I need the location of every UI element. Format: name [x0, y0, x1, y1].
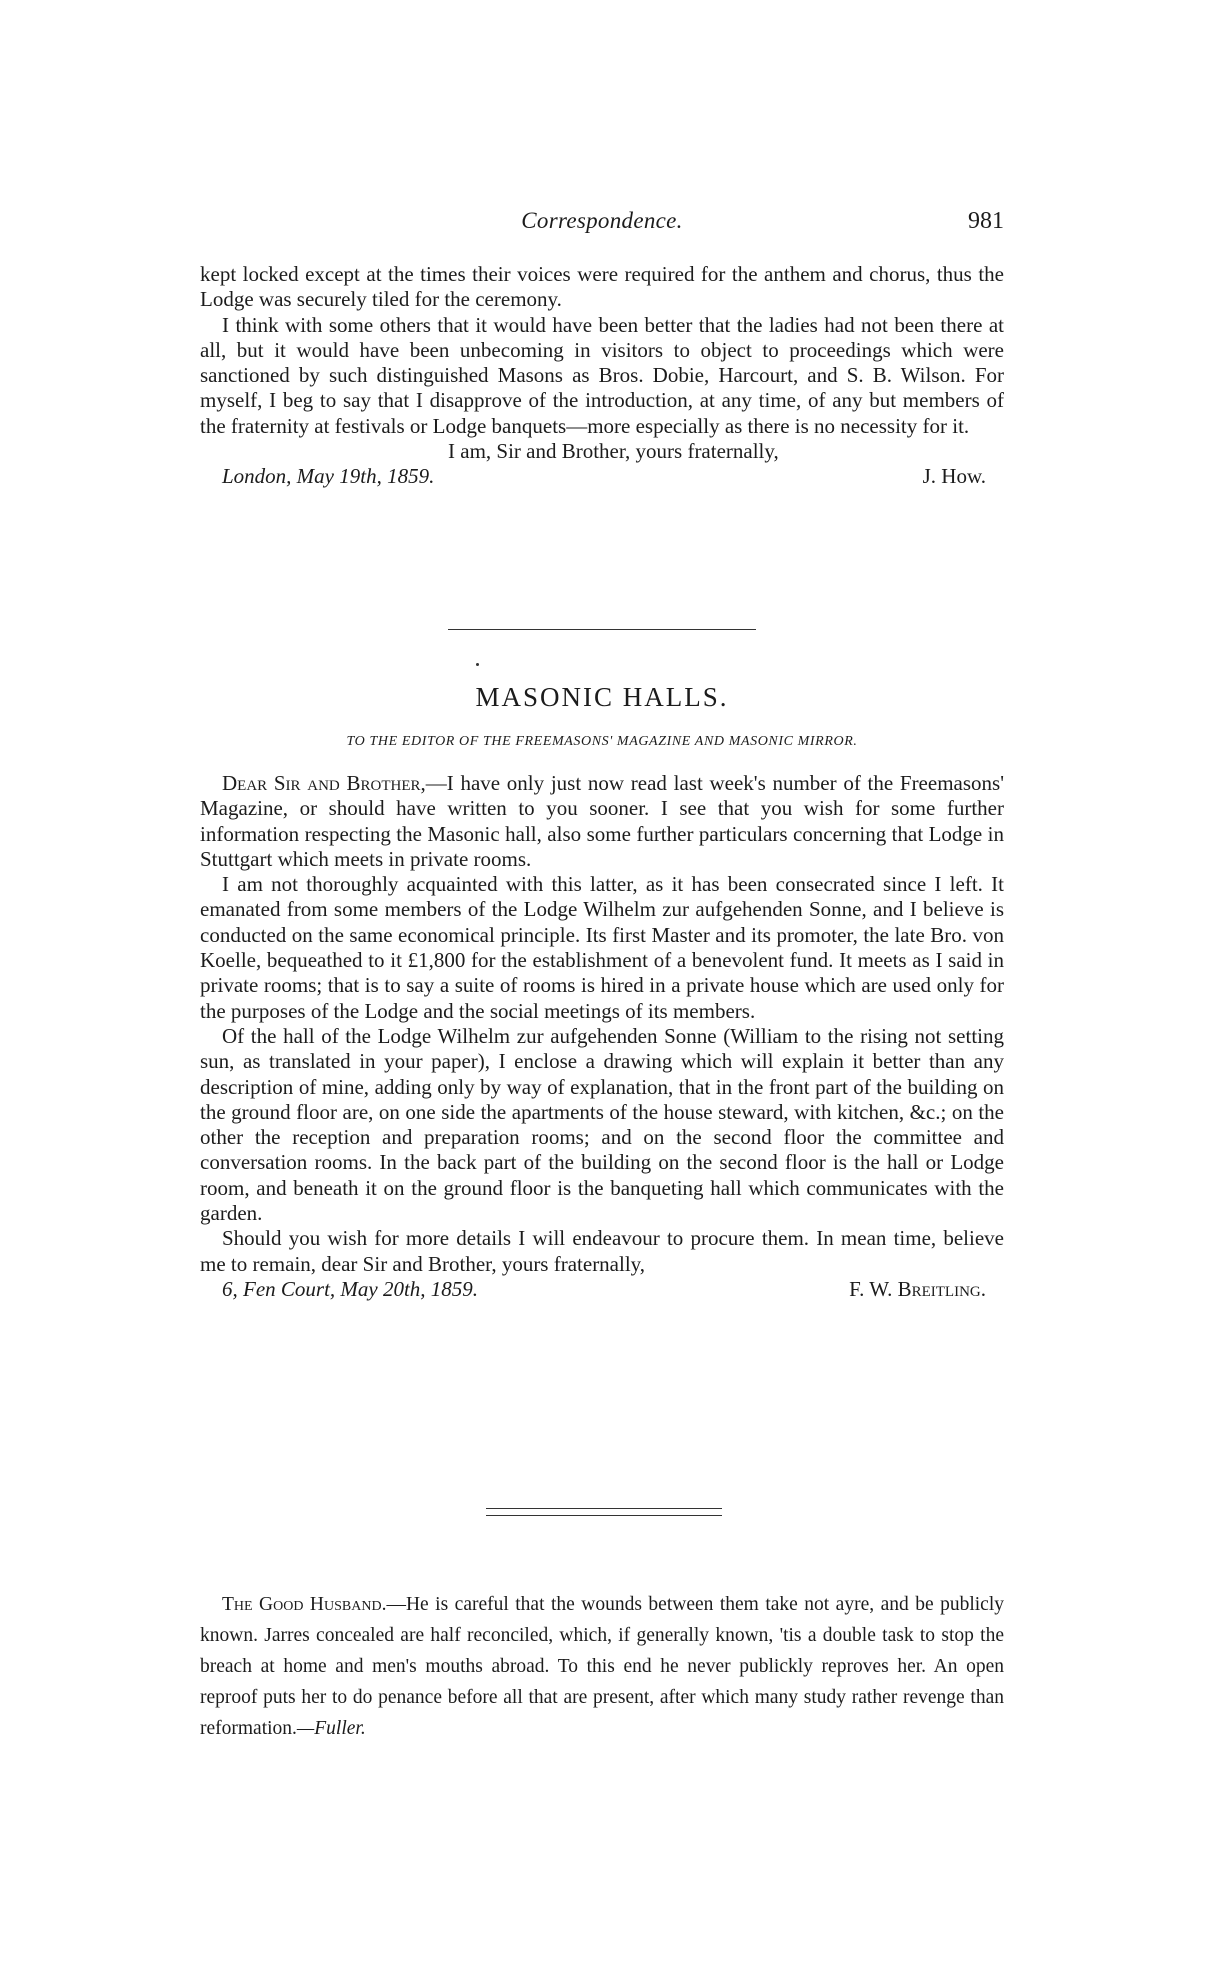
- double-rule-top: [486, 1508, 722, 1509]
- article-paragraph-text: —I have only just now read last week's number of the Freemasons' Magazine, or should have written to you sooner. I see that you wish for some further information respecting the Masonic hall, also some further particulars concerning that Lodge in Stuttgart which meets in private rooms.: [200, 771, 1004, 871]
- page-number: 981: [968, 208, 1004, 234]
- letter-signature: J. How.: [922, 464, 986, 489]
- article-subtitle: TO THE EDITOR OF THE FREEMASONS' MAGAZINE AND MASONIC MIRROR.: [346, 734, 858, 749]
- anecdote-text: —He is careful that the wounds between them take not ayre, and be publicly known. Jarres concealed are half reconciled, which, if generally known, 'tis a double task to stop the breach at home and men's mouths abroad. To this end he never publickly reproves her. An open reproof puts her to do penance before all that are present, after which many study rather revenge than reformation.: [200, 1594, 1004, 1739]
- article-paragraph: Should you wish for more details I will endeavour to procure them. In mean time, believe me to remain, dear Sir and Brother, yours fraternally,: [200, 1226, 1004, 1276]
- letter-paragraph: kept locked except at the times their voices were required for the anthem and chorus, thus the Lodge was securely tiled for the ceremony.: [200, 262, 1004, 312]
- letter-paragraph: I think with some others that it would have been better that the ladies had not been there at all, but it would have been unbecoming in visitors to object to proceedings which were sanctioned by such distinguished Masons as Bros. Dobie, Harcourt, and S. B. Wilson. For myself, I beg to say that I disapprove of the introduction, at any time, of any but members of the fraternity at festivals or Lodge banquets—more especially as there is no necessity for it.: [200, 312, 1004, 438]
- article-paragraph: I am not thoroughly acquainted with this latter, as it has been consecrated since I left. It emanated from some members of the Lodge Wilhelm zur aufgehenden Sonne, and I believe is conducted on the same economical principle. Its first Master and its promoter, the late Bro. von Koelle, bequeathed to it £1,800 for the establishment of a benevolent fund. It meets as I said in private rooms; that is to say a suite of rooms is hired in a private house which are used only for the purposes of the Lodge and the social meetings of its members.: [200, 872, 1004, 1023]
- letter-signoff: [200, 464, 1004, 489]
- anecdote-author: —Fuller.: [296, 1718, 366, 1739]
- anecdote: [200, 1589, 1004, 1744]
- running-head: [200, 208, 1004, 238]
- printer-mark: [476, 663, 479, 666]
- double-rule-bottom: [486, 1515, 722, 1516]
- salutation: Dear Sir and Brother,: [222, 771, 426, 795]
- letter-continuation: [200, 262, 1004, 490]
- anecdote-paragraph: [200, 1589, 1004, 1744]
- letter-place-date: London, May 19th, 1859.: [222, 464, 435, 489]
- article-place-date: 6, Fen Court, May 20th, 1859.: [222, 1276, 479, 1301]
- section-divider: [448, 629, 756, 630]
- article-paragraph: [200, 771, 1004, 872]
- letter-closing: I am, Sir and Brother, yours fraternally,: [448, 439, 779, 464]
- anecdote-lead: The Good Husband.: [222, 1594, 387, 1615]
- article-signoff: [200, 1277, 1004, 1302]
- article-body: [200, 771, 1004, 1302]
- running-title: Correspondence.: [521, 208, 683, 233]
- article-title: MASONIC HALLS.: [475, 682, 729, 712]
- article-signature: F. W. Breitling.: [849, 1276, 986, 1301]
- article-paragraph: Of the hall of the Lodge Wilhelm zur aufgehenden Sonne (William to the rising not setting sun, as translated in your paper), I enclose a drawing which will explain it better than any description of mine, adding only by way of explanation, that in the front part of the building on the ground floor are, on one side the apartments of the house steward, with kitchen, &c.; on the other the reception and preparation rooms; and on the second floor the committee and conversation rooms. In the back part of the building on the second floor is the hall or Lodge room, and beneath it on the ground floor is the banqueting hall which communicates with the garden.: [200, 1023, 1004, 1226]
